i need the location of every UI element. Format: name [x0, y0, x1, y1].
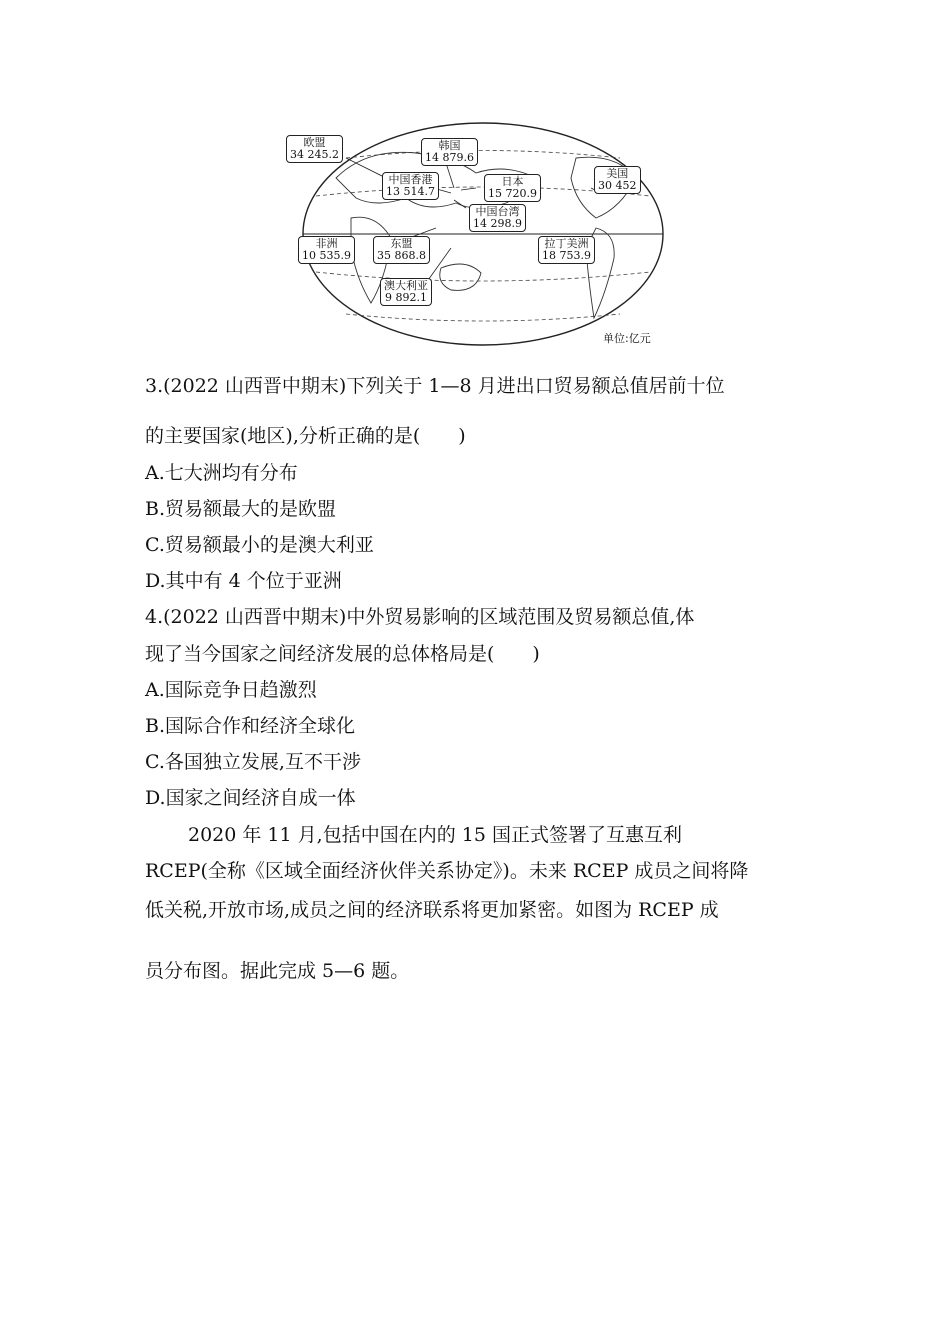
map-label-eu: 欧盟 34 245.2	[286, 135, 343, 163]
map-label-hongkong: 中国香港 13 514.7	[382, 172, 439, 200]
passage-line2: RCEP(全称《区域全面经济伙伴关系协定》)。未来 RCEP 成员之间将降	[145, 860, 749, 882]
passage-line3: 低关税,开放市场,成员之间的经济联系将更加紧密。如图为 RCEP 成	[145, 899, 719, 921]
q3-option-a: A.七大洲均有分布	[145, 462, 298, 484]
q3-stem-line1: 3.(2022 山西晋中期末)下列关于 1—8 月进出口贸易额总值居前十位	[145, 375, 725, 397]
map-label-japan: 日本 15 720.9	[484, 174, 541, 202]
q4-option-c: C.各国独立发展,互不干涉	[145, 751, 361, 773]
q4-option-d: D.国家之间经济自成一体	[145, 787, 356, 809]
passage-line4: 员分布图。据此完成 5—6 题。	[145, 960, 410, 982]
map-unit-label: 单位:亿元	[603, 332, 651, 345]
q3-option-d: D.其中有 4 个位于亚洲	[145, 570, 342, 592]
passage-line1: 2020 年 11 月,包括中国在内的 15 国正式签署了互惠互利	[188, 824, 682, 846]
q4-stem-line2: 现了当今国家之间经济发展的总体格局是( )	[145, 643, 540, 665]
q4-option-b: B.国际合作和经济全球化	[145, 715, 356, 737]
q4-stem-line1: 4.(2022 山西晋中期末)中外贸易影响的区域范围及贸易额总值,体	[145, 606, 695, 628]
map-label-korea: 韩国 14 879.6	[421, 138, 478, 166]
q3-stem-line2: 的主要国家(地区),分析正确的是( )	[145, 425, 466, 447]
map-label-australia: 澳大利亚 9 892.1	[380, 278, 432, 306]
map-label-usa: 美国 30 452	[594, 166, 641, 194]
map-label-taiwan: 中国台湾 14 298.9	[469, 204, 526, 232]
q3-option-b: B.贸易额最大的是欧盟	[145, 498, 337, 520]
map-label-asean: 东盟 35 868.8	[373, 236, 430, 264]
map-label-latin-america: 拉丁美洲 18 753.9	[538, 236, 595, 264]
world-trade-map	[276, 118, 688, 350]
map-label-africa: 非洲 10 535.9	[298, 236, 355, 264]
q4-option-a: A.国际竞争日趋激烈	[145, 679, 317, 701]
q3-option-c: C.贸易额最小的是澳大利亚	[145, 534, 374, 556]
